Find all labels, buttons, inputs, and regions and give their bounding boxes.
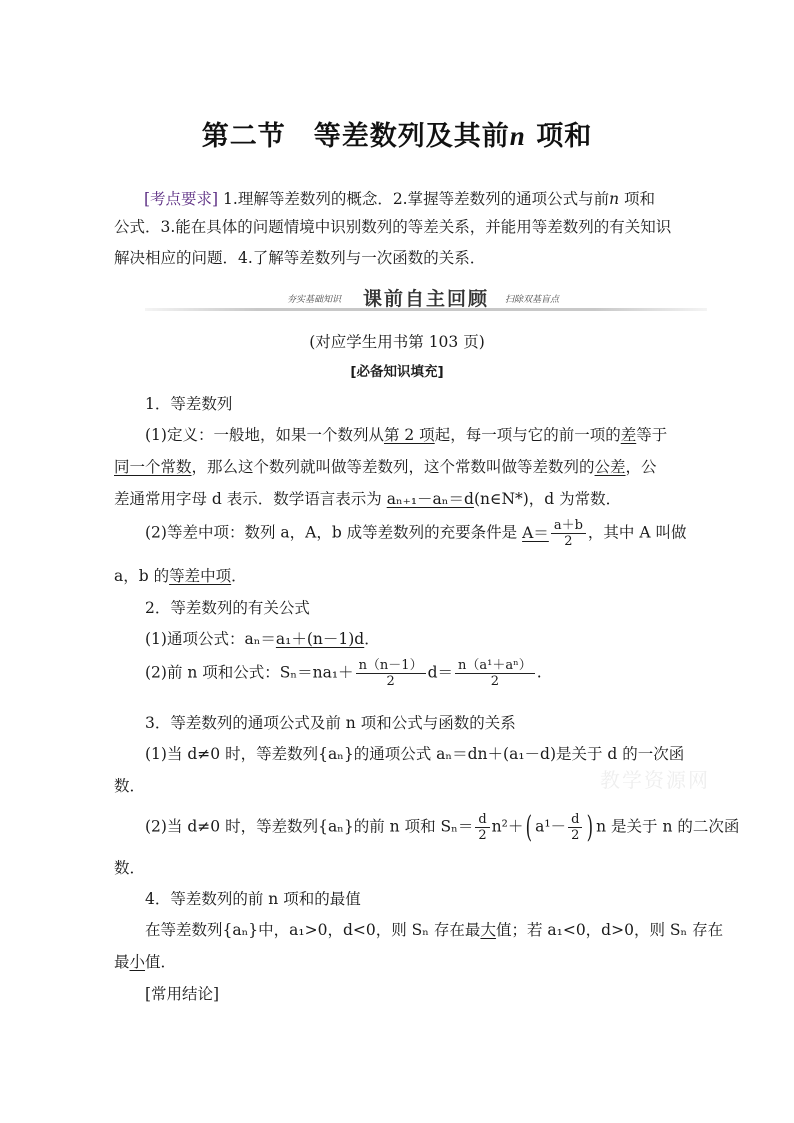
requirements-var: n [609,190,620,208]
sum-formula: (2)前 n 项和公式：Sₙ＝na₁＋ $\frac{n(n-1)}{2}$ d＝ $\frac{\text{n（a¹＋aⁿ）}}{2}$ . [145,658,542,689]
title-text-end: 项和 [536,121,593,152]
quadratic-relation-line-1: (2)当 d≠0 时，等差数列{aₙ}的前 n 项和 Sₙ＝ $\frac{d}{2}$ n²＋( a¹－ $\frac{d}{2}$ ) n 是关于 n 的二次函 [145,810,740,845]
definition-line-3: 差通常用字母 d 表示．数学语言表示为 aₙ₊₁－aₙ＝d(n∈N*)，d 为常数． [114,490,622,508]
arithmetic-mean-line-2: a，b 的等差中项． [114,567,247,585]
blank-minimum: 小 [129,953,146,971]
requirements-line-2: 公式．3.能在具体的问题情境中识别数列的等差关系，并能用等差数列的有关知识 [114,218,672,236]
extrema-line-2: 最小值． [114,953,177,971]
section-tag: [必备知识填充] [350,364,444,380]
quadratic-fraction-1: $\frac{d}{2}$ [475,812,489,843]
mean-fraction: $\frac{a+b}{2}$ [551,518,586,549]
quadratic-fraction-2: $\frac{d}{2}$ [568,812,582,843]
requirements-text: 1.理解等差数列的概念．2.掌握等差数列的通项公式与前 [218,190,610,208]
blank-difference: 差 [620,426,637,444]
blank-same-constant: 同一个常数 [114,458,192,476]
heading-extrema: 4．等差数列的前 n 项和的最值 [145,890,361,908]
sum-fraction-1: $\frac{n(n-1)}{2}$ [356,658,426,689]
section-banner [145,284,707,312]
watermark: 教学资源网 [600,768,710,792]
requirements-line-3: 解决相应的问题．4.了解等差数列与一次函数的关系． [114,249,486,267]
common-conclusions-tag: [常用结论] [145,985,220,1003]
general-term-formula: (1)通项公式：aₙ＝a₁＋(n－1)d． [145,630,380,648]
definition-line-1: (1)定义：一般地，如果一个数列从第 2 项起，每一项与它的前一项的差等于 [145,426,668,444]
blank-common-difference: 公差 [594,458,626,476]
blank-recurrence-formula: aₙ₊₁－aₙ＝d [386,490,474,508]
blank-mean-formula: A＝ $\frac{a+b}{2}$ [522,524,588,542]
blank-general-term: a₁＋(n－1)d [275,630,365,648]
banner-right-text: 扫除双基盲点 [505,295,560,305]
requirements-text-end: 项和 [619,190,656,208]
quadratic-relation-line-2: 数． [114,859,146,877]
extrema-line-1: 在等差数列{aₙ}中，a₁>0，d<0，则 Sₙ 存在最大值；若 a₁<0，d>0，则 Sₙ 存在 [145,921,724,939]
blank-maximum: 大 [480,921,496,939]
arithmetic-mean-line-1: (2)等差中项：数列 a，A，b 成等差数列的充要条件是 A＝ $\frac{a+b}{2}$ ，其中 A 叫做 [145,518,687,549]
title-var: n [509,121,526,151]
section-number: 第二节 [201,121,286,152]
banner-title: 课前自主回顾 [362,288,489,310]
blank-arithmetic-mean: 等差中项 [169,567,232,585]
requirements-paragraph [114,184,680,215]
heading-formulas: 2．等差数列的有关公式 [145,599,310,617]
reference-page: (对应学生用书第 103 页) [309,333,485,351]
banner-left-text: 夯实基础知识 [287,295,342,305]
page-title [0,114,794,153]
requirements-tag: [考点要求] [144,190,219,208]
definition-line-2: 同一个常数，那么这个数列就叫做等差数列，这个常数叫做等差数列的公差，公 [114,458,657,476]
sum-fraction-2: $\frac{\text{n（a¹＋aⁿ）}}{2}$ [455,658,535,689]
linear-relation-line-1: (1)当 d≠0 时，等差数列{aₙ}的通项公式 aₙ＝dn＋(a₁－d)是关于 d 的一次函 [145,745,685,763]
heading-arithmetic-sequence: 1．等差数列 [145,395,233,413]
title-text: 等差数列及其前 [313,121,510,152]
heading-function-relation: 3．等差数列的通项公式及前 n 项和公式与函数的关系 [145,714,516,732]
linear-relation-line-2: 数． [114,777,146,795]
blank-second-term: 第 2 项 [383,426,435,444]
